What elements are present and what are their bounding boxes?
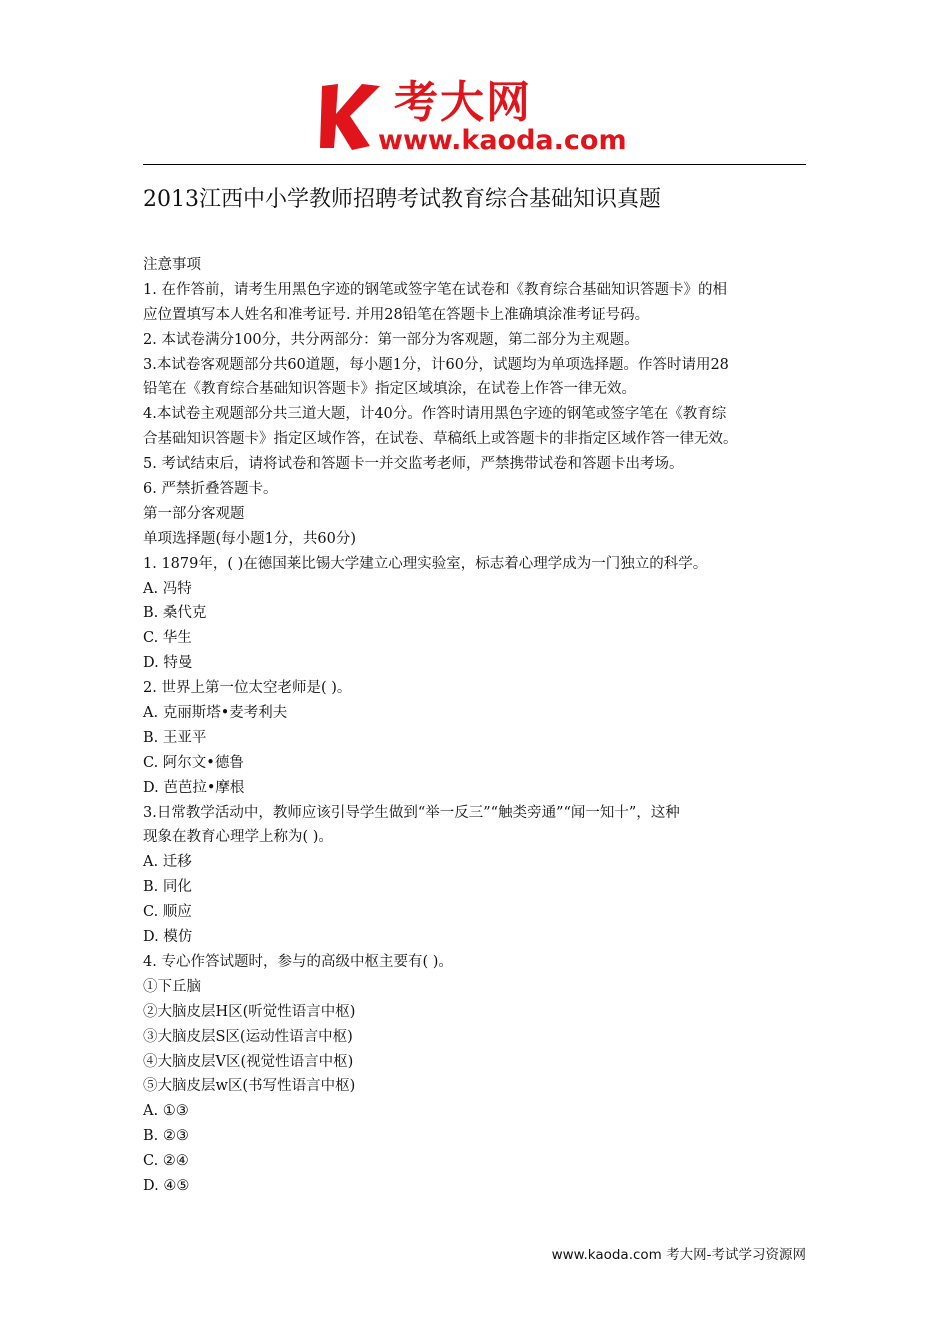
text-line: 铅笔在《教育综合基础知识答题卡》指定区域填涂，在试卷上作答一律无效。 xyxy=(143,381,636,398)
text-line: 注意事项 xyxy=(143,257,201,273)
document-body xyxy=(143,253,808,1199)
logo-brand-name: 考大网 xyxy=(394,77,532,128)
text-line: C. 顺应 xyxy=(143,904,192,921)
text-line: B. ②③ xyxy=(143,1128,189,1145)
text-line: B. 王亚平 xyxy=(143,729,207,746)
logo-brand-url: www.kaoda.com xyxy=(378,125,627,156)
text-line: 2. 本试卷满分100分，共分两部分：第一部分为客观题，第二部分为主观题。 xyxy=(143,331,639,348)
text-line: 4.本试卷主观题部分共三道大题，计40分。作答时请用黑色字迹的钢笔或签字笔在《教育综 xyxy=(143,406,727,423)
page-footer: www.kaoda.com 考大网-考试学习资源网 xyxy=(551,1247,806,1263)
text-line: ④大脑皮层V区(视觉性语言中枢) xyxy=(143,1053,354,1070)
text-line: 1. 在作答前，请考生用黑色字迹的钢笔或签字笔在试卷和《教育综合基础知识答题卡》的相 xyxy=(143,281,727,298)
text-line: 3.本试卷客观题部分共60道题，每小题1分，计60分，试题均为单项选择题。作答时请用28 xyxy=(143,356,729,373)
text-line: 现象在教育心理学上称为( )。 xyxy=(143,829,333,846)
text-line: D. ④⑤ xyxy=(143,1177,190,1194)
text-line: C. 华生 xyxy=(143,630,192,647)
text-line: 4. 专心作答试题时，参与的高级中枢主要有( )。 xyxy=(143,953,453,970)
text-line: 6. 严禁折叠答题卡。 xyxy=(143,481,278,498)
text-line: ③大脑皮层S区(运动性语言中枢) xyxy=(143,1028,353,1045)
text-line: A. 冯特 xyxy=(143,580,192,597)
text-line: B. 同化 xyxy=(143,879,192,896)
text-line: 1. 1879年，( )在德国莱比锡大学建立心理实验室，标志着心理学成为一门独立的科学。 xyxy=(143,555,708,572)
text-line: 应位置填写本人姓名和准考证号. 并用28铅笔在答题卡上准确填涂准考证号码。 xyxy=(143,306,650,323)
text-line: D. 模仿 xyxy=(143,929,193,946)
text-line: ②大脑皮层H区(听觉性语言中枢) xyxy=(143,1003,356,1020)
text-line: B. 桑代克 xyxy=(143,605,207,622)
text-line: 2. 世界上第一位太空老师是( )。 xyxy=(143,680,352,697)
text-line: A. 迁移 xyxy=(143,854,192,871)
text-line: C. 阿尔文•德鲁 xyxy=(143,754,244,771)
text-line: D. 芭芭拉•摩根 xyxy=(143,779,245,796)
text-line: C. ②④ xyxy=(143,1153,189,1170)
document-title: 2013江西中小学教师招聘考试教育综合基础知识真题 xyxy=(143,187,661,212)
text-line: 第一部分客观题 xyxy=(143,505,245,522)
text-line: 合基础知识答题卡》指定区域作答，在试卷、草稿纸上或答题卡的非指定区域作答一律无效。 xyxy=(143,431,738,448)
text-line: 5. 考试结束后，请将试卷和答题卡一并交监考老师，严禁携带试卷和答题卡出考场。 xyxy=(143,456,684,473)
text-line: ①下丘脑 xyxy=(143,978,201,995)
text-line: A. ①③ xyxy=(143,1103,189,1120)
kaoda-logo xyxy=(318,78,648,160)
text-line: D. 特曼 xyxy=(143,655,193,672)
text-line: ⑤大脑皮层w区(书写性语言中枢) xyxy=(143,1078,356,1095)
text-line: 单项选择题(每小题1分，共60分) xyxy=(143,530,356,547)
text-line: A. 克丽斯塔•麦考利夫 xyxy=(143,705,288,722)
header-divider xyxy=(143,164,806,165)
text-line: 3.日常教学活动中，教师应该引导学生做到“举一反三”“触类旁通”“闻一知十”，这种 xyxy=(143,804,680,821)
